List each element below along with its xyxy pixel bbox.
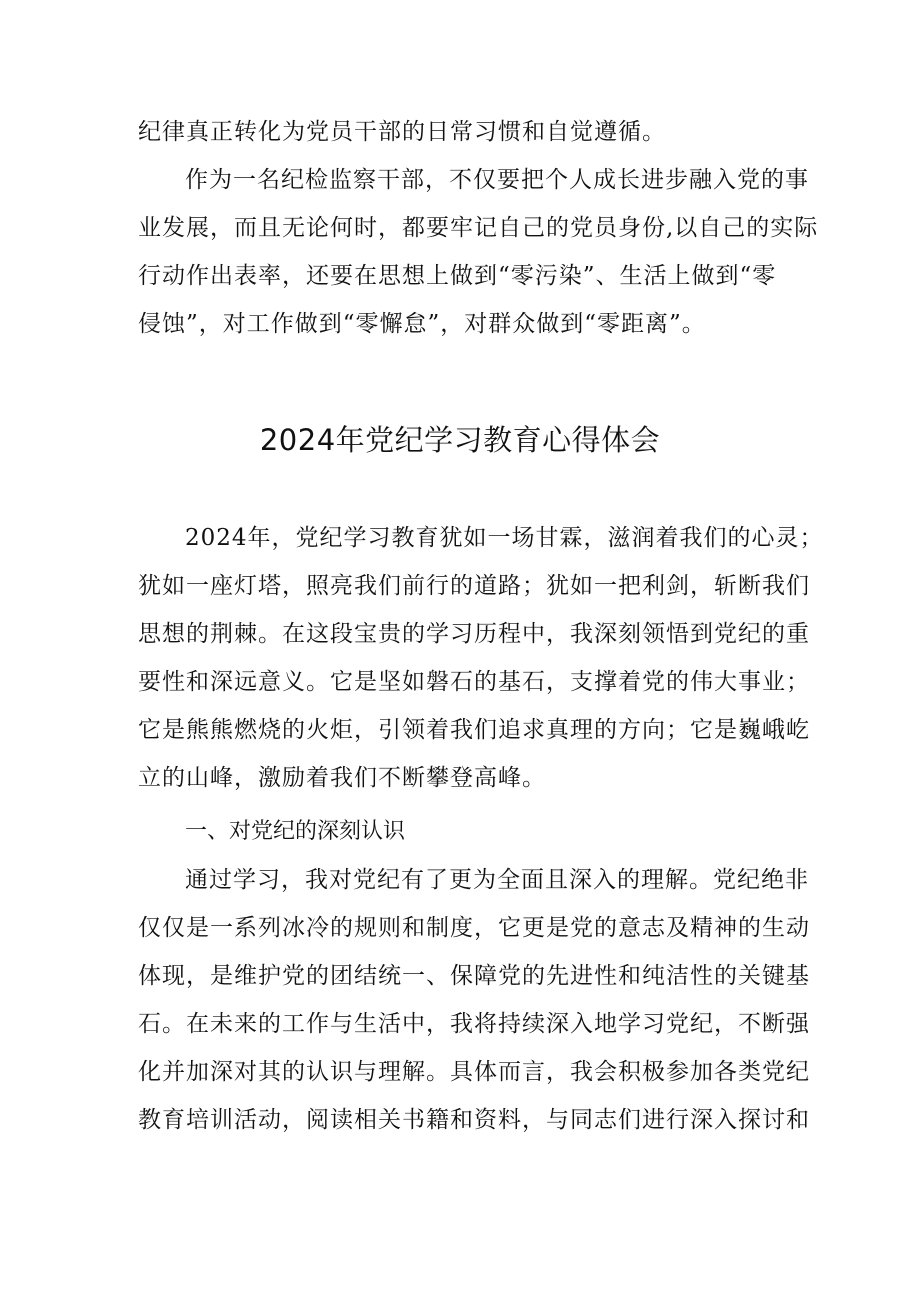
paragraph-line: 2024年，党纪学习教育犹如一场甘霖，滋润着我们的心灵； [185,525,824,551]
paragraph-line: 教育培训活动，阅读相关书籍和资料，与同志们进行深入探讨和 [138,1107,810,1133]
paragraph-line: 石。在未来的工作与生活中，我将持续深入地学习党纪，不断强 [138,1011,810,1037]
paragraph-line: 它是熊熊燃烧的火炬，引领着我们追求真理的方向；它是巍峨屹 [138,717,810,743]
opening-paragraph [138,514,824,802]
paragraph-line: 立的山峰，激励着我们不断攀登高峰。 [138,765,546,791]
paragraph-line: 通过学习，我对党纪有了更为全面且深入的理解。党纪绝非 [185,867,809,893]
closing-paragraph [138,156,819,348]
section-heading: 一、对党纪的深刻认识 [185,819,406,844]
paragraph-line: 仅仅是一系列冰冷的规则和制度，它更是党的意志及精神的生动 [138,915,810,941]
section-paragraph [138,856,810,1144]
continuation-paragraph [138,108,788,156]
paragraph-line: 犹如一座灯塔，照亮我们前行的道路；犹如一把利剑，斩断我们 [138,573,810,599]
paragraph-line: 行动作出表率，还要在思想上做到“零污染”、生活上做到“零 [138,263,777,289]
article-title: 2024年党纪学习教育心得体会 [259,423,661,457]
paragraph-line: 业发展，而且无论何时，都要牢记自己的党员身份,以自己的实际 [138,215,819,241]
paragraph-line: 作为一名纪检监察干部，不仅要把个人成长进步融入党的事 [185,167,809,193]
paragraph-line: 思想的荆棘。在这段宝贵的学习历程中，我深刻领悟到党纪的重 [138,621,810,647]
paragraph-line: 体现，是维护党的团结统一、保障党的先进性和纯洁性的关键基 [138,963,810,989]
paragraph-line: 侵蚀”，对工作做到“零懈怠”，对群众做到“零距离”。 [138,311,706,337]
paragraph-line: 要性和深远意义。它是坚如磐石的基石，支撑着党的伟大事业； [138,669,810,695]
paragraph-line: 纪律真正转化为党员干部的日常习惯和自觉遵循。 [138,119,666,145]
paragraph-line: 化并加深对其的认识与理解。具体而言，我会积极参加各类党纪 [138,1059,810,1085]
